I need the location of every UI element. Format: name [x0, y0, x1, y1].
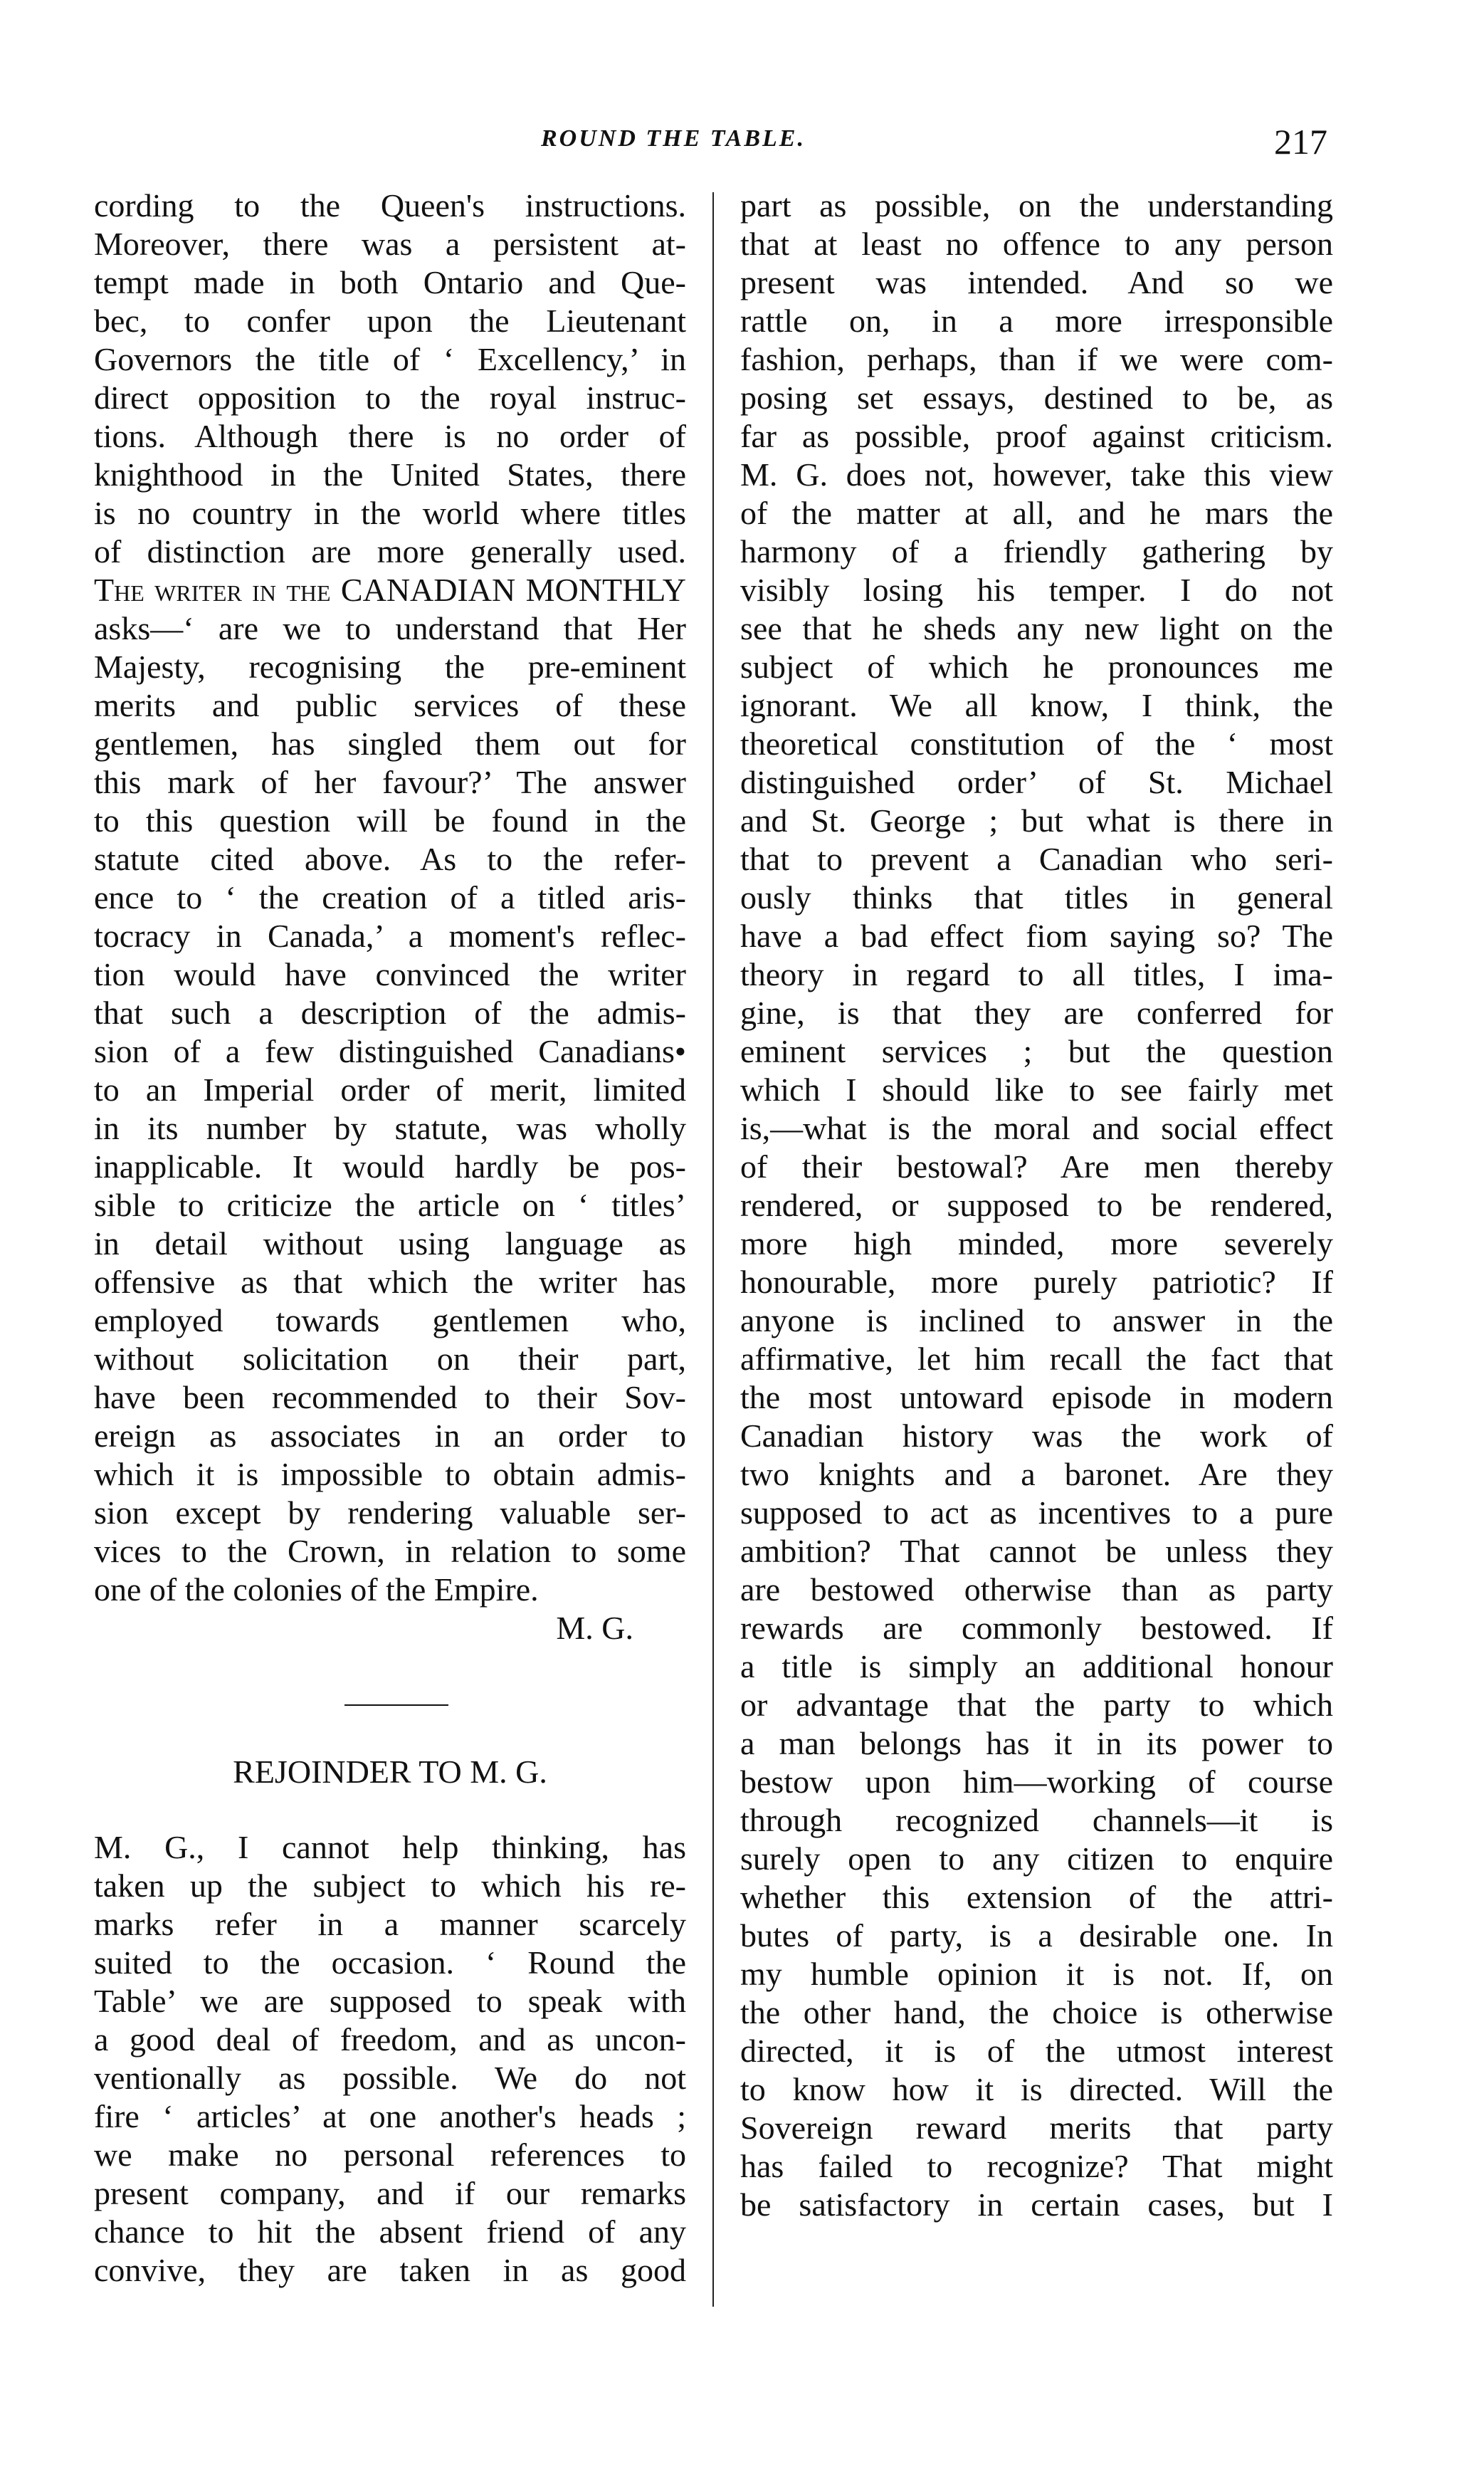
- text-line: rewards are commonly bestowed. If: [740, 1610, 1333, 1646]
- text-line: be satisfactory in certain cases, but I: [740, 2186, 1333, 2223]
- text-line: ambition? That cannot be unless they: [740, 1533, 1333, 1569]
- text-line: without solicitation on their part,: [94, 1341, 686, 1377]
- text-line: to this question will be found in the: [94, 802, 686, 839]
- text-line: vices to the Crown, in relation to some: [94, 1533, 686, 1569]
- text-line: Canadian history was the work of: [740, 1417, 1333, 1454]
- text-line: the most untoward episode in modern: [740, 1379, 1333, 1415]
- text-line: of distinction are more generally used.: [94, 533, 686, 570]
- text-line: more high minded, more severely: [740, 1225, 1333, 1262]
- text-line: directed, it is of the utmost interest: [740, 2033, 1333, 2069]
- text-line: ignorant. We all know, I think, the: [740, 687, 1333, 723]
- text-line: butes of party, is a desirable one. In: [740, 1917, 1333, 1954]
- text-line: subject of which he pronounces me: [740, 649, 1333, 685]
- text-line: tions. Although there is no order of: [94, 418, 686, 454]
- text-line: part as possible, on the understanding: [740, 187, 1333, 224]
- text-line: Governors the title of ‘ Excellency,’ in: [94, 341, 686, 377]
- text-line: asks—‘ are we to understand that Her: [94, 610, 686, 646]
- text-line: we make no personal references to: [94, 2137, 686, 2173]
- text-line: convive, they are taken in as good: [94, 2252, 686, 2288]
- text-line: a title is simply an additional honour: [740, 1648, 1333, 1684]
- text-line: Sovereign reward merits that party: [740, 2109, 1333, 2146]
- text-line: to an Imperial order of merit, limited: [94, 1071, 686, 1108]
- text-line: chance to hit the absent friend of any: [94, 2213, 686, 2250]
- text-line: suited to the occasion. ‘ Round the: [94, 1944, 686, 1981]
- text-line: gine, is that they are conferred for: [740, 995, 1333, 1031]
- text-line: through recognized channels—it is: [740, 1802, 1333, 1838]
- text-line: merits and public services of these: [94, 687, 686, 723]
- text-line: harmony of a friendly gathering by: [740, 533, 1333, 570]
- text-line: sion except by rendering valuable ser-: [94, 1494, 686, 1531]
- text-line: that at least no offence to any person: [740, 226, 1333, 262]
- text-line: gentlemen, has singled them out for: [94, 725, 686, 762]
- text-line: bestow upon him—working of course: [740, 1763, 1333, 1800]
- text-line: whether this extension of the attri-: [740, 1879, 1333, 1915]
- text-line: in detail without using language as: [94, 1225, 686, 1262]
- text-line: a man belongs has it in its power to: [740, 1725, 1333, 1761]
- section-heading: REJOINDER TO M. G.: [233, 1754, 547, 1790]
- right-column-paragraph: [740, 187, 1333, 2224]
- text-line: which I should like to see fairly met: [740, 1071, 1333, 1108]
- text-line: fire ‘ articles’ at one another's heads ;: [94, 2098, 686, 2134]
- text-line: sion of a few distinguished Canadians•: [94, 1033, 686, 1069]
- text-line: M. G. does not, however, take this view: [740, 456, 1333, 493]
- text-line: Majesty, recognising the pre-eminent: [94, 649, 686, 685]
- section-divider: [344, 1704, 448, 1706]
- text-line: and St. George ; but what is there in: [740, 802, 1333, 839]
- text-line: distinguished order’ of St. Michael: [740, 764, 1333, 800]
- text-line: Table’ we are supposed to speak with: [94, 1983, 686, 2019]
- signature: M. G.: [556, 1610, 633, 1646]
- text-line: one of the colonies of the Empire.: [94, 1571, 539, 1608]
- text-line: employed towards gentlemen who,: [94, 1302, 686, 1338]
- text-line: visibly losing his temper. I do not: [740, 572, 1333, 608]
- text-line: is no country in the world where titles: [94, 495, 686, 531]
- text-line: surely open to any citizen to enquire: [740, 1840, 1333, 1877]
- left-column: [94, 187, 686, 2290]
- text-line: cording to the Queen's instructions.: [94, 187, 686, 224]
- text-line: M. G., I cannot help thinking, has: [94, 1829, 686, 1865]
- text-line: bec, to confer upon the Lieutenant: [94, 303, 686, 339]
- text-line: ously thinks that titles in general: [740, 879, 1333, 916]
- text-line: that to prevent a Canadian who seri-: [740, 841, 1333, 877]
- text-line: inapplicable. It would hardly be pos-: [94, 1148, 686, 1185]
- text-line: rendered, or supposed to be rendered,: [740, 1187, 1333, 1223]
- text-line: taken up the subject to which his re-: [94, 1867, 686, 1904]
- text-line: theory in regard to all titles, I ima-: [740, 956, 1333, 992]
- text-line: present was intended. And so we: [740, 264, 1333, 300]
- text-line: statute cited above. As to the refer-: [94, 841, 686, 877]
- text-line: ereign as associates in an order to: [94, 1417, 686, 1454]
- text-line: have been recommended to their Sov-: [94, 1379, 686, 1415]
- text-line: present company, and if our remarks: [94, 2175, 686, 2211]
- text-line: that such a description of the admis-: [94, 995, 686, 1031]
- text-line: to know how it is directed. Will the: [740, 2071, 1333, 2107]
- text-line: sible to criticize the article on ‘ titles’: [94, 1187, 686, 1223]
- text-line: or advantage that the party to which: [740, 1687, 1333, 1723]
- text-line: have a bad effect fiom saying so? The: [740, 918, 1333, 954]
- running-title: ROUND THE TABLE.: [541, 125, 806, 152]
- text-line: rattle on, in a more irresponsible: [740, 303, 1333, 339]
- text-line: which it is impossible to obtain admis-: [94, 1456, 686, 1492]
- left-column-paragraph-2: [94, 1828, 686, 2290]
- text-line: this mark of her favour?’ The answer: [94, 764, 686, 800]
- text-line: tion would have convinced the writer: [94, 956, 686, 992]
- text-line: my humble opinion it is not. If, on: [740, 1956, 1333, 1992]
- text-line: in its number by statute, was wholly: [94, 1110, 686, 1146]
- text-line: are bestowed otherwise than as party: [740, 1571, 1333, 1608]
- text-line: affirmative, let him recall the fact that: [740, 1341, 1333, 1377]
- text-line: marks refer in a manner scarcely: [94, 1906, 686, 1942]
- text-line: see that he sheds any new light on the: [740, 610, 1333, 646]
- text-line: supposed to act as incentives to a pure: [740, 1494, 1333, 1531]
- text-line: eminent services ; but the question: [740, 1033, 1333, 1069]
- text-line: tempt made in both Ontario and Que-: [94, 264, 686, 300]
- text-line: ence to ‘ the creation of a titled aris-: [94, 879, 686, 916]
- text-line: far as possible, proof against criticism.: [740, 418, 1333, 454]
- text-line: two knights and a baronet. Are they: [740, 1456, 1333, 1492]
- text-line: of their bestowal? Are men thereby: [740, 1148, 1333, 1185]
- text-line: theoretical constitution of the ‘ most: [740, 725, 1333, 762]
- text-line: honourable, more purely patriotic? If: [740, 1264, 1333, 1300]
- text-line: Moreover, there was a persistent at-: [94, 226, 686, 262]
- text-line: knighthood in the United States, there: [94, 456, 686, 493]
- text-line: posing set essays, destined to be, as: [740, 379, 1333, 416]
- text-line: tocracy in Canada,’ a moment's reflec-: [94, 918, 686, 954]
- text-line: offensive as that which the writer has: [94, 1264, 686, 1300]
- left-column-paragraph-1: [94, 187, 686, 1609]
- text-line: anyone is inclined to answer in the: [740, 1302, 1333, 1338]
- text-line: has failed to recognize? That might: [740, 2148, 1333, 2184]
- text-line: a good deal of freedom, and as uncon-: [94, 2021, 686, 2058]
- text-line: direct opposition to the royal instruc-: [94, 379, 686, 416]
- text-line: is,—what is the moral and social effect: [740, 1110, 1333, 1146]
- text-line: fashion, perhaps, than if we were com-: [740, 341, 1333, 377]
- text-line: of the matter at all, and he mars the: [740, 495, 1333, 531]
- column-rule: [712, 192, 714, 2307]
- text-line: The writer in the CANADIAN MONTHLY: [94, 572, 686, 608]
- right-column: [740, 187, 1333, 2224]
- text-line: ventionally as possible. We do not: [94, 2060, 686, 2096]
- text-line: the other hand, the choice is otherwise: [740, 1994, 1333, 2030]
- page-number: 217: [1274, 122, 1327, 162]
